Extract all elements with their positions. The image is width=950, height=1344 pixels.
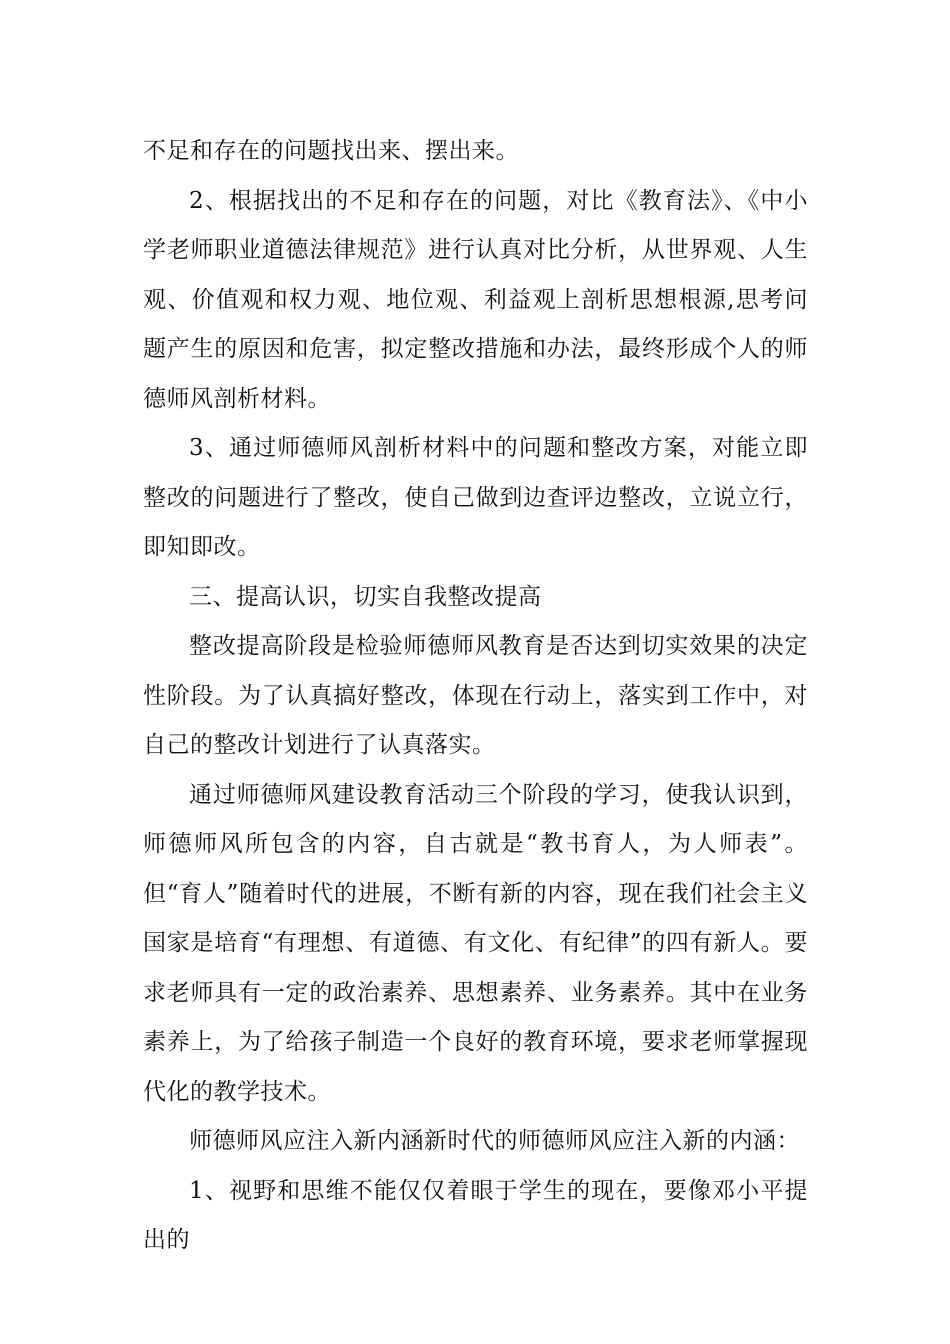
paragraph: 2、根据找出的不足和存在的问题，对比《教育法》、《中小学老师职业道德法律规范》进行认真对比分析，从世界观、人生观、价值观和权力观、地位观、利益观上剖析思想根源,思考问题产生的原因和危害，拟定整改措施和办法，最终形成个人的师德师风剖析材料。	[143, 187, 808, 412]
paragraph: 3、通过师德师风剖析材料中的问题和整改方案，对能立即整改的问题进行了整改，使自己做到边查评边整改，立说立行，即知即改。	[143, 435, 808, 560]
paragraph: 师德师风应注入新内涵新时代的师德师风应注入新的内涵：	[189, 1128, 800, 1154]
document-body	[143, 127, 808, 1266]
section-heading: 三、提高认识，切实自我整改提高	[189, 583, 542, 610]
paragraph: 1、视野和思维不能仅仅着眼于学生的现在，要像邓小平提出的	[143, 1177, 808, 1253]
paragraph: 整改提高阶段是检验师德师风教育是否达到切实效果的决定性阶段。为了认真搞好整改，体现在行动上，落实到工作中，对自己的整改计划进行了认真落实。	[143, 633, 808, 758]
paragraph: 通过师德师风建设教育活动三个阶段的学习，使我认识到，师德师风所包含的内容，自古就是“教书育人，为人师表”。但“育人”随着时代的进展，不断有新的内容，现在我们社会主义国家是培育“有理想、有道德、有文化、有纪律”的四有新人。要求老师具有一定的政治素养、思想素养、业务素养。其中在业务素养上，为了给孩子制造一个良好的教育环境，要求老师掌握现代化的教学技术。	[143, 781, 808, 1105]
paragraph: 不足和存在的问题找出来、摆出来。	[143, 138, 519, 164]
